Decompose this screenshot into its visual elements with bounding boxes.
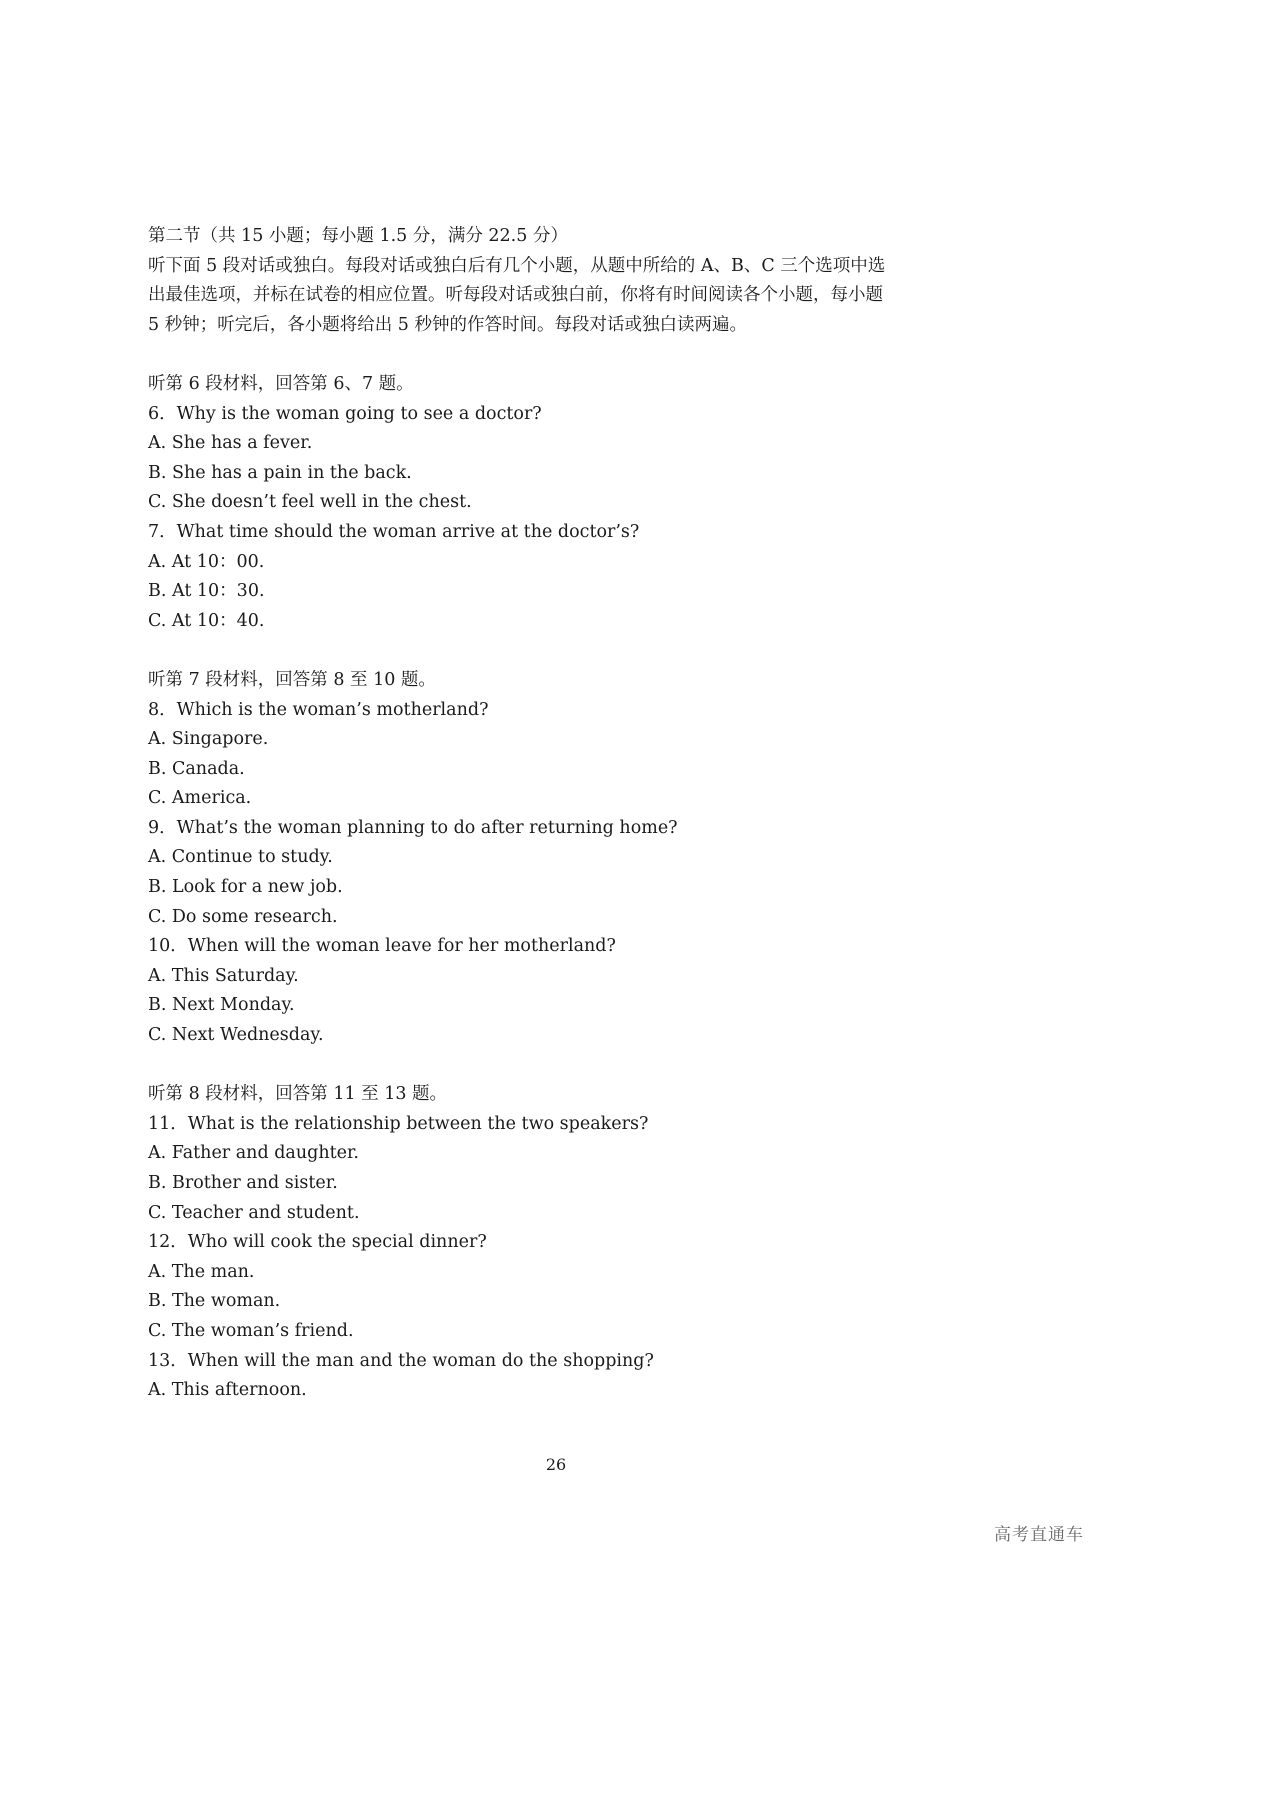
question bbox=[148, 1347, 978, 1406]
answer-option: A. At 10：00. bbox=[148, 551, 265, 572]
answer-option: A. This afternoon. bbox=[148, 1380, 307, 1401]
answer-option: B. Canada. bbox=[148, 758, 245, 779]
answer-option: C. Do some research. bbox=[148, 906, 338, 927]
answer-option: A. She has a fever. bbox=[148, 433, 313, 454]
answer-option: C. She doesn’t feel well in the chest. bbox=[148, 492, 472, 513]
group-title: 听第 7 段材料，回答第 8 至 10 题。 bbox=[148, 669, 436, 690]
answer-option: A. Continue to study. bbox=[148, 847, 333, 868]
spacer bbox=[148, 340, 978, 370]
question bbox=[148, 400, 978, 518]
answer-option: B. At 10：30. bbox=[148, 581, 265, 602]
question bbox=[148, 814, 978, 932]
spacer bbox=[148, 1051, 978, 1081]
answer-option: B. Next Monday. bbox=[148, 995, 295, 1016]
question-text: 6．Why is the woman going to see a doctor? bbox=[148, 403, 542, 424]
question bbox=[148, 1228, 978, 1346]
question bbox=[148, 518, 978, 636]
section-heading: 第二节（共 15 小题；每小题 1.5 分，满分 22.5 分） bbox=[148, 226, 568, 246]
answer-option: C. At 10：40. bbox=[148, 610, 265, 631]
question-text: 10．When will the woman leave for her motherland? bbox=[148, 936, 616, 957]
answer-option: A. Singapore. bbox=[148, 729, 269, 750]
answer-option: B. She has a pain in the back. bbox=[148, 462, 412, 483]
answer-option: A. Father and daughter. bbox=[148, 1143, 359, 1164]
exam-content bbox=[148, 222, 978, 1406]
question-text: 13．When will the man and the woman do the shopping? bbox=[148, 1350, 654, 1371]
question-text: 8．Which is the woman’s motherland? bbox=[148, 699, 489, 720]
instruction-line: 听下面 5 段对话或独白。每段对话或独白后有几个小题，从题中所给的 A、B、C 三个选项中选 bbox=[148, 255, 886, 276]
answer-option: C. The woman’s friend. bbox=[148, 1320, 354, 1341]
instruction-line: 5 秒钟；听完后，各小题将给出 5 秒钟的作答时间。每段对话或独白读两遍。 bbox=[148, 314, 747, 335]
watermark-logo-text: 高考直通车 bbox=[994, 1525, 1084, 1545]
spacer bbox=[148, 636, 978, 666]
answer-option: B. Brother and sister. bbox=[148, 1173, 338, 1193]
question-group bbox=[148, 370, 978, 636]
answer-option: C. Next Wednesday. bbox=[148, 1025, 324, 1046]
question-text: 11．What is the relationship between the two speakers? bbox=[148, 1113, 649, 1134]
answer-option: C. America. bbox=[148, 788, 252, 809]
page-number: 26 bbox=[545, 1455, 567, 1474]
answer-option: C. Teacher and student. bbox=[148, 1202, 360, 1223]
question-group bbox=[148, 1080, 978, 1406]
instruction-line: 出最佳选项，并标在试卷的相应位置。听每段对话或独白前，你将有时间阅读各个小题，每小题 bbox=[148, 285, 883, 306]
answer-option: A. The man. bbox=[148, 1261, 255, 1282]
question bbox=[148, 696, 978, 814]
question-text: 7．What time should the woman arrive at the doctor’s? bbox=[148, 521, 640, 542]
section-intro bbox=[148, 222, 978, 340]
group-title: 听第 8 段材料，回答第 11 至 13 题。 bbox=[148, 1084, 448, 1105]
group-title: 听第 6 段材料，回答第 6、7 题。 bbox=[148, 373, 414, 394]
answer-option: B. The woman. bbox=[148, 1291, 281, 1312]
answer-option: B. Look for a new job. bbox=[148, 877, 343, 898]
question bbox=[148, 1110, 978, 1228]
answer-option: A. This Saturday. bbox=[148, 965, 299, 986]
question bbox=[148, 932, 978, 1050]
question-text: 9．What’s the woman planning to do after returning home? bbox=[148, 817, 678, 838]
question-group bbox=[148, 666, 978, 1051]
question-text: 12．Who will cook the special dinner? bbox=[148, 1232, 487, 1253]
